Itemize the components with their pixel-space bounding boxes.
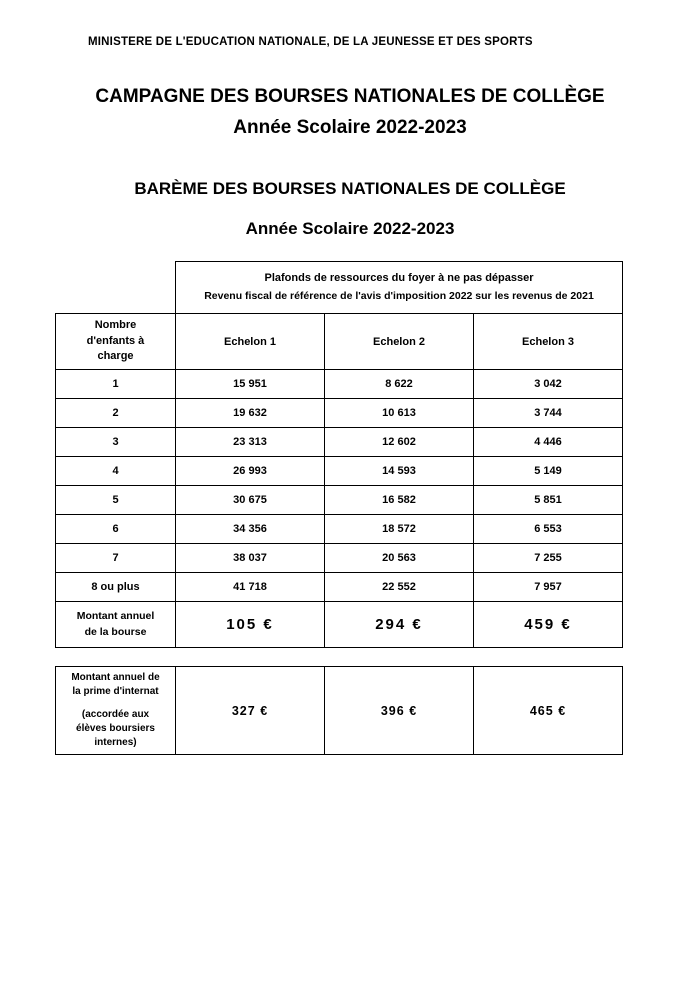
value-cell: 8 622 [325, 370, 474, 399]
row-label-cell: 7 [56, 544, 176, 573]
table-row [56, 486, 623, 515]
value-cell: 4 446 [474, 428, 623, 457]
value-cell: 16 582 [325, 486, 474, 515]
echelon-3-header: Echelon 3 [474, 314, 623, 370]
bourse-label-cell: Montant annuel de la bourse [56, 602, 176, 648]
value-cell: 3 744 [474, 399, 623, 428]
bourse-value-cell: 294 € [325, 602, 474, 648]
campaign-year-subtitle: Année Scolaire 2022-2023 [233, 117, 467, 138]
value-cell: 34 356 [176, 515, 325, 544]
internat-label-cell [56, 667, 176, 755]
value-cell: 5 149 [474, 457, 623, 486]
internat-label-main: Montant annuel de la prime d'internat [71, 672, 160, 697]
value-cell: 20 563 [325, 544, 474, 573]
plafonds-header-line2: Revenu fiscal de référence de l'avis d'imposition 2022 sur les revenus de 2021 [204, 289, 594, 302]
table-row [56, 515, 623, 544]
value-cell: 12 602 [325, 428, 474, 457]
value-cell: 26 993 [176, 457, 325, 486]
value-cell: 14 593 [325, 457, 474, 486]
value-cell: 5 851 [474, 486, 623, 515]
value-cell: 3 042 [474, 370, 623, 399]
bourse-value-cell: 105 € [176, 602, 325, 648]
echelon-2-header: Echelon 2 [325, 314, 474, 370]
table-row [56, 573, 623, 602]
row-label-cell: 8 ou plus [56, 573, 176, 602]
internat-row [56, 667, 623, 755]
internat-value-cell: 465 € [474, 667, 623, 755]
bourse-value-cell: 459 € [474, 602, 623, 648]
echelon-header-row [56, 314, 623, 370]
value-cell: 41 718 [176, 573, 325, 602]
internat-value-cell: 396 € [325, 667, 474, 755]
row-label-cell: 4 [56, 457, 176, 486]
value-cell: 10 613 [325, 399, 474, 428]
plafonds-header-cell [176, 262, 623, 314]
value-cell: 7 255 [474, 544, 623, 573]
value-cell: 23 313 [176, 428, 325, 457]
resources-table [55, 261, 623, 648]
value-cell: 15 951 [176, 370, 325, 399]
bourse-row [56, 602, 623, 648]
ministry-header: MINISTERE DE L'EDUCATION NATIONALE, DE LA JEUNESSE ET DES SPORTS [88, 36, 533, 48]
internat-table [55, 666, 623, 755]
row-label-cell: 3 [56, 428, 176, 457]
echelon-1-header: Echelon 1 [176, 314, 325, 370]
children-header-cell: Nombre d'enfants à charge [56, 314, 176, 370]
value-cell: 22 552 [325, 573, 474, 602]
table-row [56, 428, 623, 457]
page-title-campaign: CAMPAGNE DES BOURSES NATIONALES DE COLLÈGE [95, 86, 605, 107]
table-header-row [56, 262, 623, 314]
table-row [56, 370, 623, 399]
page-title-bareme: BARÈME DES BOURSES NATIONALES DE COLLÈGE [134, 179, 566, 198]
row-label-cell: 2 [56, 399, 176, 428]
value-cell: 19 632 [176, 399, 325, 428]
value-cell: 6 553 [474, 515, 623, 544]
value-cell: 30 675 [176, 486, 325, 515]
row-label-cell: 5 [56, 486, 176, 515]
table-row [56, 399, 623, 428]
row-label-cell: 1 [56, 370, 176, 399]
row-label-cell: 6 [56, 515, 176, 544]
table-row [56, 544, 623, 573]
plafonds-header-line1: Plafonds de ressources du foyer à ne pas dépasser [264, 272, 534, 285]
value-cell: 7 957 [474, 573, 623, 602]
spacer-cell [56, 262, 176, 314]
bareme-year-subtitle: Année Scolaire 2022-2023 [245, 219, 455, 238]
internat-value-cell: 327 € [176, 667, 325, 755]
table-row [56, 457, 623, 486]
value-cell: 38 037 [176, 544, 325, 573]
value-cell: 18 572 [325, 515, 474, 544]
internat-label-note: (accordée aux élèves boursiers internes) [76, 709, 155, 748]
